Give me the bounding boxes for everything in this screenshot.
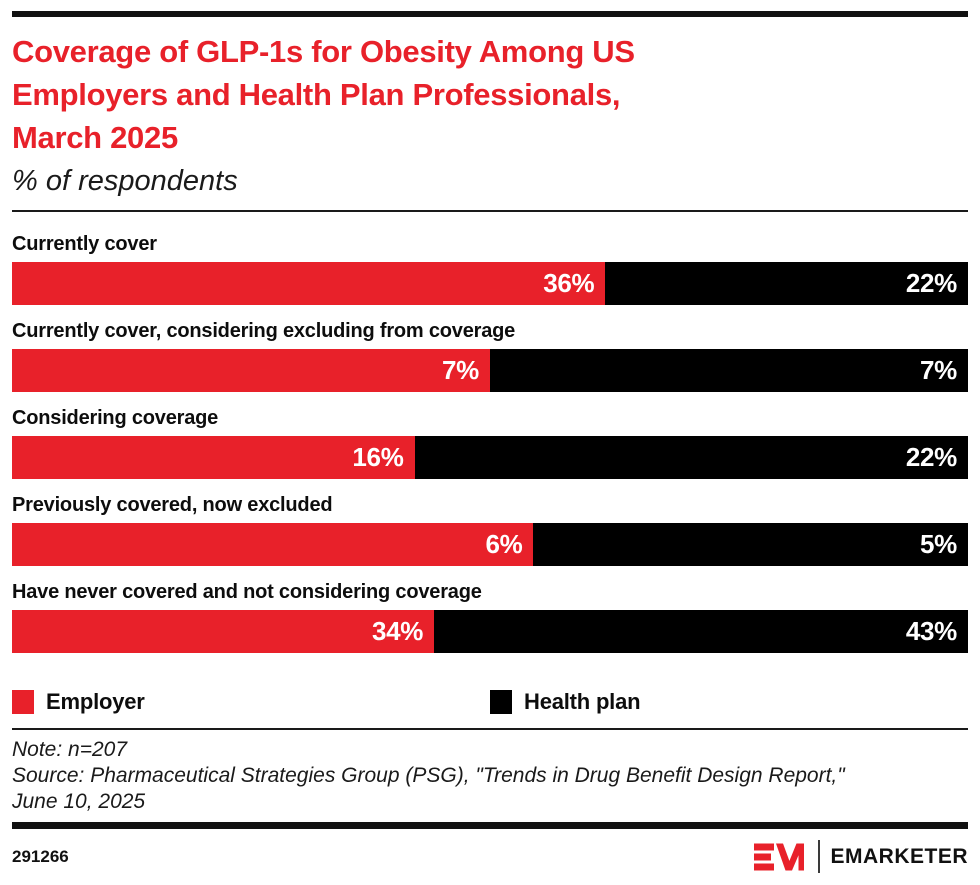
bar-row (12, 318, 968, 392)
health-plan-value-label: 5% (920, 529, 957, 559)
bar-rows-container (12, 231, 968, 653)
employer-bar-segment (12, 523, 533, 566)
employer-bar-segment (12, 262, 605, 305)
header-divider (12, 210, 968, 212)
chart-title-line-3: March 2025 (12, 120, 178, 155)
chart-subtitle: % of respondents (12, 165, 238, 197)
bottom-rule (12, 822, 968, 829)
paired-bar (12, 262, 968, 305)
employer-value-label: 16% (352, 442, 404, 472)
employer-bar-segment (12, 349, 490, 392)
employer-bar-segment (12, 436, 415, 479)
health-plan-value-label: 43% (905, 616, 957, 646)
bottom-row (12, 840, 968, 873)
footer-divider (12, 728, 968, 730)
health-plan-value-label: 7% (920, 355, 957, 385)
paired-bar (12, 523, 968, 566)
legend (12, 689, 968, 715)
employer-bar-segment (12, 610, 434, 653)
health-plan-bar-segment (490, 349, 968, 392)
chart-title (12, 30, 968, 159)
bar-row (12, 579, 968, 653)
health-plan-bar-segment (415, 436, 968, 479)
health-plan-bar-segment (605, 262, 968, 305)
legend-item-health-plan (490, 689, 968, 715)
category-label: Currently cover, considering excluding from coverage (12, 320, 516, 342)
category-label: Have never covered and not considering coverage (12, 581, 482, 603)
notes-block (12, 737, 968, 815)
emarketer-logo (754, 840, 968, 873)
paired-bar (12, 610, 968, 653)
emarketer-wordmark: EMARKETER (830, 844, 968, 868)
legend-label-employer: Employer (46, 689, 145, 714)
chart-title-line-1: Coverage of GLP-1s for Obesity Among US (12, 34, 635, 69)
bar-row (12, 405, 968, 479)
chart-page (0, 11, 980, 873)
employer-value-label: 7% (442, 355, 479, 385)
employer-value-label: 6% (485, 529, 523, 559)
paired-bar (12, 349, 968, 392)
top-rule (12, 11, 968, 17)
category-label: Previously covered, now excluded (12, 494, 333, 516)
legend-item-employer (12, 689, 490, 715)
bar-row (12, 231, 968, 305)
employer-swatch-icon (12, 690, 34, 714)
category-label: Considering coverage (12, 407, 219, 429)
chart-title-line-2: Employers and Health Plan Professionals, (12, 77, 621, 112)
health-plan-swatch-icon (490, 690, 512, 714)
health-plan-value-label: 22% (905, 268, 957, 298)
em-logo-icon (754, 843, 806, 871)
employer-value-label: 34% (371, 616, 424, 646)
health-plan-bar-segment (533, 523, 968, 566)
bar-row (12, 492, 968, 566)
source-text-line-1: Source: Pharmaceutical Strategies Group (PSG), "Trends in Drug Benefit Design Report," (12, 764, 845, 787)
paired-bar (12, 436, 968, 479)
health-plan-bar-segment (434, 610, 968, 653)
legend-label-health-plan: Health plan (524, 689, 641, 714)
employer-value-label: 36% (543, 268, 595, 298)
chart-id: 291266 (12, 846, 69, 866)
health-plan-value-label: 22% (905, 442, 957, 472)
source-text-line-2: June 10, 2025 (12, 790, 146, 813)
logo-divider (818, 840, 820, 873)
note-text: Note: n=207 (12, 738, 128, 761)
category-label: Currently cover (12, 233, 157, 255)
